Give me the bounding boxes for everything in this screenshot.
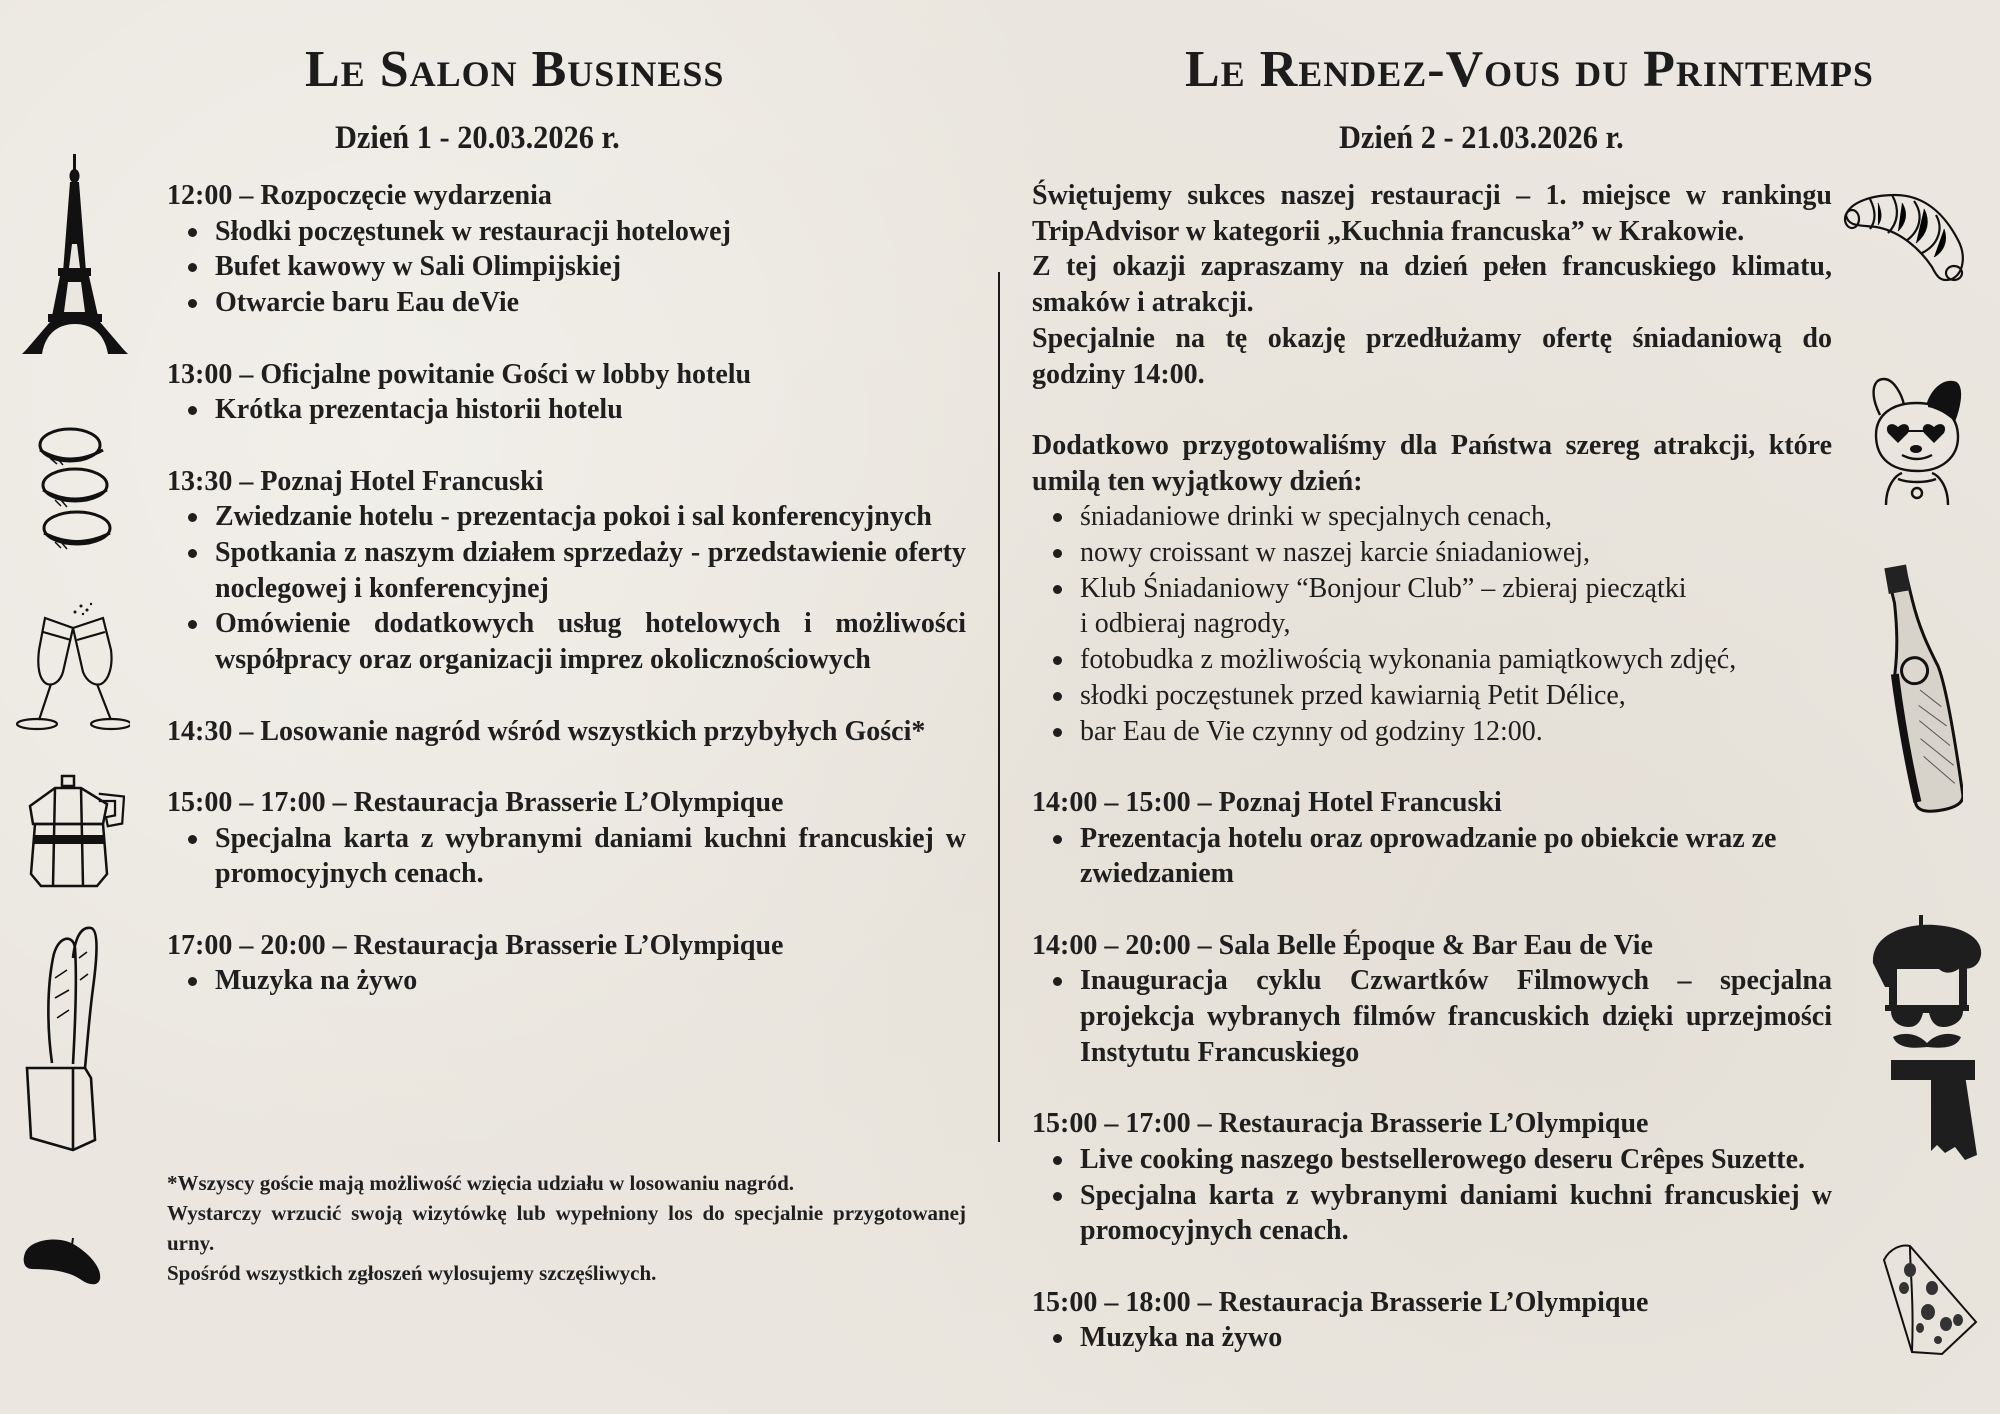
schedule-block — [167, 714, 966, 750]
list-item: słodki poczęstunek przed kawiarnią Petit Délice, — [1080, 678, 1832, 714]
eiffel-tower-icon — [20, 154, 130, 356]
day2-title: Le Rendez-Vous du Printemps — [1185, 41, 1874, 98]
list-item: Zwiedzanie hotelu - prezentacja pokoi i sal konferencyjnych — [215, 499, 966, 535]
list-item: Omówienie dodatkowych usług hotelowych i możliwości współpracy oraz organizacji imprez okolicznościowych — [215, 606, 966, 677]
schedule-list — [167, 499, 966, 678]
schedule-block — [1032, 785, 1832, 892]
list-item-text: Klub Śniadaniowy “Bonjour Club” – zbieraj pieczątki — [1080, 572, 1687, 604]
schedule-block — [1032, 1285, 1832, 1356]
list-item: Muzyka na żywo — [1080, 1320, 1832, 1356]
day1-title: Le Salon Business — [305, 41, 725, 98]
footnote-line: Wystarczy wrzucić swoją wizytówkę lub wypełniony los do specjalnie przygotowanej urny. — [167, 1201, 966, 1255]
macarons-icon — [25, 420, 125, 560]
schedule-block — [167, 928, 966, 999]
schedule-list — [1032, 821, 1832, 892]
french-bulldog-icon — [1862, 375, 1972, 510]
frenchman-with-beret-icon — [1865, 915, 1990, 1165]
champagne-bottle-icon — [1878, 560, 1963, 820]
schedule-block — [167, 178, 966, 321]
list-item: Specjalna karta z wybranymi daniami kuchni francuskiej w promocyjnych cenach. — [1080, 1178, 1832, 1249]
schedule-list — [1032, 1320, 1832, 1356]
day2-date: Dzień 2 - 21.03.2026 r. — [1339, 120, 1624, 156]
schedule-block — [167, 357, 966, 428]
schedule-block — [167, 464, 966, 678]
list-item — [1080, 571, 1832, 642]
list-item: nowy croissant w naszej karcie śniadaniowej, — [1080, 535, 1832, 571]
schedule-list — [1032, 1142, 1832, 1249]
baguettes-icon — [25, 918, 100, 1153]
day1-date: Dzień 1 - 20.03.2026 r. — [335, 120, 620, 156]
schedule-heading: 15:00 – 18:00 – Restauracja Brasserie L’Olympique — [1032, 1286, 1649, 1318]
list-item: Muzyka na żywo — [215, 963, 966, 999]
list-item: Krótka prezentacja historii hotelu — [215, 392, 966, 428]
intro-paragraph: Specjalnie na tę okazję przedłużamy ofertę śniadaniową do godziny 14:00. — [1032, 322, 1832, 390]
schedule-heading: 15:00 – 17:00 – Restauracja Brasserie L’Olympique — [1032, 1108, 1649, 1140]
intro-paragraph: Z tej okazji zapraszamy na dzień pełen francuskiego klimatu, smaków i atrakcji. — [1032, 251, 1832, 319]
raffle-footnote — [167, 1168, 966, 1288]
schedule-heading: 17:00 – 20:00 – Restauracja Brasserie L’Olympique — [167, 929, 784, 961]
list-item: Inauguracja cyklu Czwartków Filmowych – specjalna projekcja wybranych filmów francuskich dzięki uprzejmości Instytutu Francuskiego — [1080, 963, 1832, 1070]
list-item: bar Eau de Vie czynny od godziny 12:00. — [1080, 714, 1832, 750]
schedule-list — [167, 963, 966, 999]
schedule-heading: 13:00 – Oficjalne powitanie Gości w lobby hotelu — [167, 358, 752, 390]
schedule-list — [1032, 963, 1832, 1070]
schedule-list — [167, 392, 966, 428]
day1-schedule — [167, 178, 966, 999]
schedule-block — [167, 785, 966, 892]
schedule-heading: 14:30 – Losowanie nagród wśród wszystkich przybyłych Gości* — [167, 715, 926, 747]
schedule-block — [1032, 928, 1832, 1071]
list-item: Bufet kawowy w Sali Olimpijskiej — [215, 249, 966, 285]
list-item: śniadaniowe drinki w specjalnych cenach, — [1080, 499, 1832, 535]
schedule-heading: 15:00 – 17:00 – Restauracja Brasserie L’Olympique — [167, 786, 784, 818]
intro — [1032, 178, 1832, 392]
day2-timeline — [1032, 785, 1832, 1356]
cheese-icon — [1880, 1240, 1980, 1360]
attractions-heading: Dodatkowo przygotowaliśmy dla Państwa szereg atrakcji, które umilą ten wyjątkowy dzień: — [1032, 429, 1832, 497]
beret-icon — [20, 1235, 105, 1290]
list-item: Otwarcie baru Eau deVie — [215, 285, 966, 321]
champagne-glasses-icon — [15, 600, 130, 735]
list-item: Prezentacja hotelu oraz oprowadzanie po obiekcie wraz ze zwiedzaniem — [1080, 821, 1832, 892]
column-divider — [998, 272, 1000, 1142]
list-item: Spotkania z naszym działem sprzedaży - przedstawienie oferty noclegowej i konferencyjnej — [215, 535, 966, 606]
schedule-heading: 12:00 – Rozpoczęcie wydarzenia — [167, 180, 552, 211]
intro-paragraph: Świętujemy sukces naszej restauracji – 1. miejsce w rankingu TripAdvisor w kategorii „Kuchnia francuska” w Krakowie. — [1032, 180, 1832, 247]
list-item: Słodki poczęstunek w restauracji hotelowej — [215, 214, 966, 250]
schedule-block — [1032, 1106, 1832, 1249]
footnote-line: Spośród wszystkich zgłoszeń wylosujemy szczęśliwych. — [167, 1261, 657, 1285]
list-item: Specjalna karta z wybranymi daniami kuchni francuskiej w promocyjnych cenach. — [215, 821, 966, 892]
attractions-list — [1032, 499, 1832, 749]
list-item: Live cooking naszego bestsellerowego deseru Crêpes Suzette. — [1080, 1142, 1832, 1178]
footnote-line: *Wszyscy goście mają możliwość wzięcia udziału w losowaniu nagród. — [167, 1171, 795, 1195]
schedule-heading: 14:00 – 15:00 – Poznaj Hotel Francuski — [1032, 786, 1502, 818]
schedule-list — [167, 821, 966, 892]
list-item: fotobudka z możliwością wykonania pamiątkowych zdjęć, — [1080, 642, 1832, 678]
croissant-icon — [1840, 185, 1970, 290]
schedule-heading: 13:30 – Poznaj Hotel Francuski — [167, 465, 544, 497]
moka-pot-icon — [25, 774, 125, 889]
schedule-list — [167, 214, 966, 321]
day2-schedule — [1032, 178, 1832, 1356]
list-item-text: i odbieraj nagrody, — [1080, 608, 1291, 640]
schedule-heading: 14:00 – 20:00 – Sala Belle Époque & Bar Eau de Vie — [1032, 929, 1653, 961]
